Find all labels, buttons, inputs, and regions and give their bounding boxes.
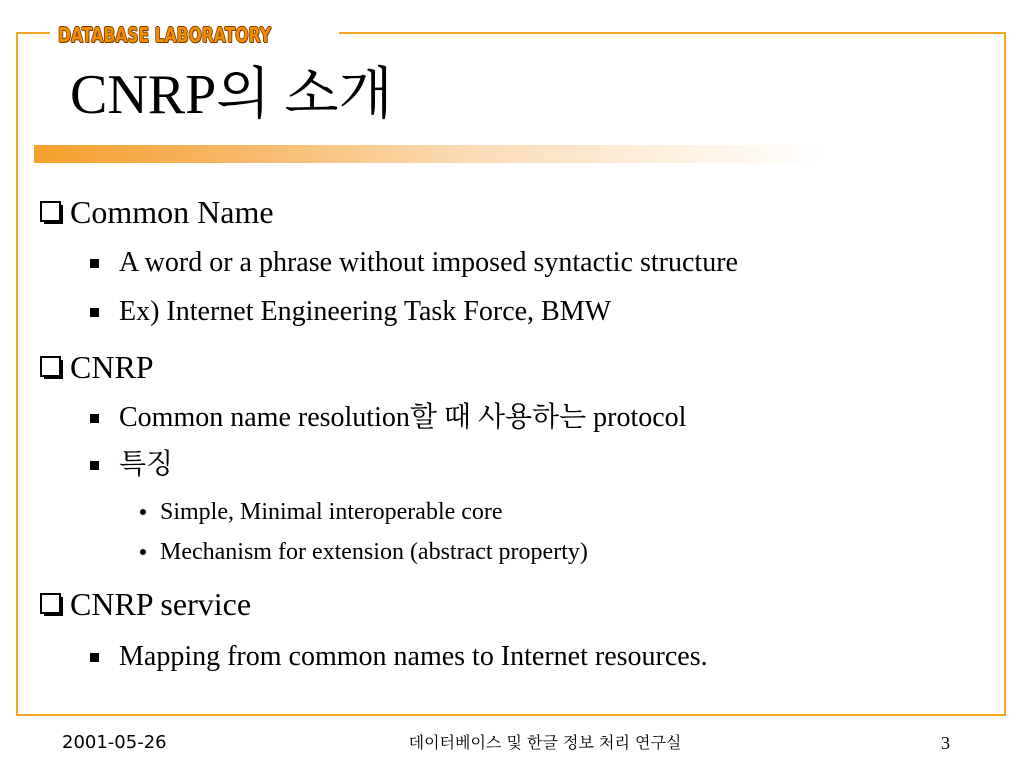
- sub-bullet-text: 특징: [119, 449, 174, 480]
- sub-sub-bullet-text: Simple, Minimal interoperable core: [160, 499, 503, 525]
- square-bullet-icon: [90, 414, 99, 423]
- sub-bullet: [90, 640, 708, 674]
- dot-bullet-icon: [140, 509, 146, 515]
- checkbox-bullet-icon: [38, 199, 64, 225]
- square-bullet-icon: [90, 259, 99, 268]
- bullet-label: CNRP service: [70, 586, 252, 622]
- square-bullet-icon: [90, 461, 99, 470]
- bullet-cnrp: [38, 347, 154, 387]
- sub-bullet: [90, 448, 173, 482]
- square-bullet-icon: [90, 308, 99, 317]
- lab-name: DATABASE LABORATORY: [58, 23, 272, 47]
- bullet-label: CNRP: [70, 349, 154, 385]
- sub-bullet-text: Mapping from common names to Internet resources.: [119, 641, 708, 672]
- square-bullet-icon: [90, 653, 99, 662]
- dot-bullet-icon: [140, 549, 146, 555]
- sub-sub-bullet: [140, 497, 503, 527]
- footer-date: 2001-05-26: [62, 732, 167, 753]
- sub-bullet-text: A word or a phrase without imposed syntactic structure: [119, 247, 738, 278]
- page-title: CNRP의 소개: [70, 64, 393, 126]
- checkbox-bullet-icon: [38, 354, 64, 380]
- sub-sub-bullet: [140, 537, 588, 567]
- sub-bullet-text: Common name resolution할 때 사용하는 protocol: [119, 402, 687, 433]
- footer-lab-name: 데이터베이스 및 한글 정보 처리 연구실: [408, 733, 682, 752]
- bullet-label: Common Name: [70, 194, 274, 230]
- sub-bullet: [90, 295, 611, 329]
- checkbox-bullet-icon: [38, 591, 64, 617]
- bullet-common-name: [38, 192, 274, 232]
- sub-bullet: [90, 246, 738, 280]
- sub-bullet-text: Ex) Internet Engineering Task Force, BMW: [119, 296, 612, 327]
- sub-bullet: [90, 401, 686, 435]
- bullet-cnrp-service: [38, 584, 251, 624]
- page-number: 3: [941, 733, 950, 753]
- sub-sub-bullet-text: Mechanism for extension (abstract property): [160, 539, 588, 565]
